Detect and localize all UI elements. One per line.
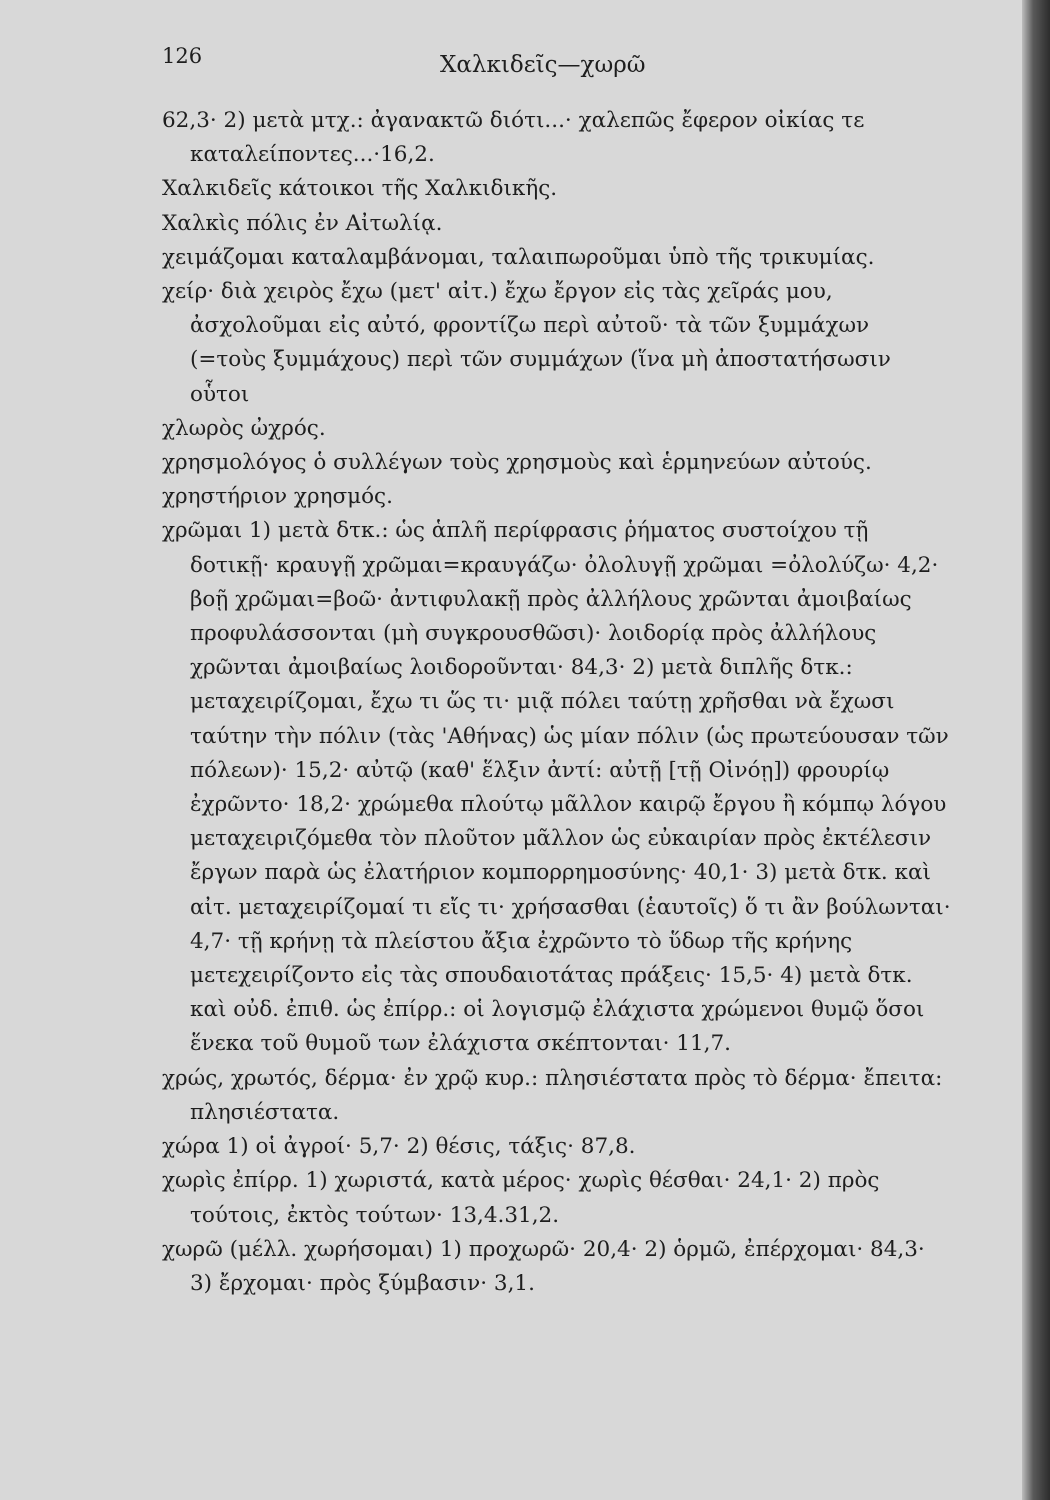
entry-cheir: χείρ· διὰ χειρὸς ἔχω (μετ' αἰτ.) ἔχω ἔργον εἰς τὰς χεῖράς μου, ἀσχολοῦμαι εἰς αὐτό, φροντίζω περὶ αὐτοῦ· τὰ τῶν ξυμμάχων (=τοὺς ξυμμάχους) περὶ τῶν συμμάχων (ἵνα μὴ ἀποστατήσωσιν οὗτοι	[162, 279, 891, 407]
entry-chresterion: χρηστήριον χρησμός.	[162, 484, 393, 510]
entry-chresmologos: χρησμολόγος ὁ συλλέγων τοὺς χρησμοὺς καὶ ἑρμηνεύων αὐτούς.	[162, 450, 872, 476]
entry-choris: χωρὶς ἐπίρρ. 1) χωριστά, κατὰ μέρος· χωρὶς θέσθαι· 24,1· 2) πρὸς τούτοις, ἐκτὸς τούτων· 13,4.31,2.	[162, 1168, 880, 1228]
entry-continuation: 62,3· 2) μετὰ μτχ.: ἀγανακτῶ διότι...· χαλεπῶς ἔφερον οἰκίας τε καταλείποντες...·16,2.	[162, 108, 865, 168]
dictionary-entries	[162, 104, 952, 1301]
entry-cheimazomai: χειμάζομαι καταλαμβάνομαι, ταλαιπωροῦμαι ὑπὸ τῆς τρικυμίας.	[162, 244, 875, 270]
entry-chromai: χρῶμαι 1) μετὰ δτκ.: ὡς ἁπλῆ περίφρασις ῥήματος συστοίχου τῇ δοτικῇ· κραυγῇ χρῶμαι=κραυγάζω· ὀλολυγῇ χρῶμαι =ὀλολύζω· 4,2· βοῇ χρῶμαι=βοῶ· ἀντιφυλακῇ πρὸς ἀλλήλους χρῶνται ἀμοιβαίως προφυλάσσονται (μὴ συγκρουσθῶσι)· λοιδορίᾳ πρὸς ἀλλήλους χρῶνται ἀμοιβαίως λοιδοροῦνται· 84,3· 2) μετὰ διπλῆς δτκ.: μεταχειρίζομαι, ἔχω τι ὥς τι· μιᾷ πόλει ταύτῃ χρῆσθαι νὰ ἔχωσι ταύτην τὴν πόλιν (τὰς 'Αθήνας) ὡς μίαν πόλιν (ὡς πρωτεύουσαν τῶν πόλεων)· 15,2· αὐτῷ (καθ' ἕλξιν ἀντί: αὐτῇ [τῇ Οἰνόῃ]) φρουρίῳ ἐχρῶντο· 18,2· χρώμεθα πλούτῳ μᾶλλον καιρῷ ἔργου ἢ κόμπῳ λόγου μεταχειριζόμεθα τὸν πλοῦτον μᾶλλον ὡς εὐκαιρίαν πρὸς ἐκτέλεσιν ἔργων παρὰ ὡς ἐλατήριον κομπορρημοσύνης· 40,1· 3) μετὰ δτκ. καὶ αἰτ. μεταχειρίζομαί τι εἴς τι· χρήσασθαι (ἑαυτοῖς) ὅ τι ἂν βούλωνται· 4,7· τῇ κρήνῃ τὰ πλείστου ἄξια ἐχρῶντο τὸ ὕδωρ τῆς κρήνης μετεχειρίζοντο εἰς τὰς σπουδαιοτάτας πράξεις· 15,5· 4) μετὰ δτκ. καὶ οὐδ. ἐπιθ. ὡς ἐπίρρ.: οἱ λογισμῷ ἐλάχιστα χρώμενοι θυμῷ ὅσοι ἕνεκα τοῦ θυμοῦ των ἐλάχιστα σκέπτονται· 11,7.	[162, 518, 951, 1057]
entry-chros: χρώς, χρωτός, δέρμα· ἐν χρῷ κυρ.: πλησιέστατα πρὸς τὸ δέρμα· ἔπειτα: πλησιέστατα.	[162, 1065, 943, 1125]
entry-chalkis: Χαλκὶς πόλις ἐν Αἰτωλίᾳ.	[162, 210, 443, 236]
entry-choro: χωρῶ (μέλλ. χωρήσομαι) 1) προχωρῶ· 20,4· 2) ὁρμῶ, ἐπέρχομαι· 84,3· 3) ἔρχομαι· πρὸς ξύμβασιν· 3,1.	[162, 1236, 925, 1296]
page-number: 126	[162, 44, 203, 68]
running-head: Χαλκιδεῖς—χωρῶ	[440, 52, 646, 78]
entry-chora: χώρα 1) οἱ ἀγροί· 5,7· 2) θέσις, τάξις· 87,8.	[162, 1134, 636, 1160]
entry-chalkideis: Χαλκιδεῖς κάτοικοι τῆς Χαλκιδικῆς.	[162, 176, 558, 202]
entry-chloros: χλωρὸς ὠχρός.	[162, 415, 326, 441]
book-spine-edge	[1022, 0, 1050, 1500]
